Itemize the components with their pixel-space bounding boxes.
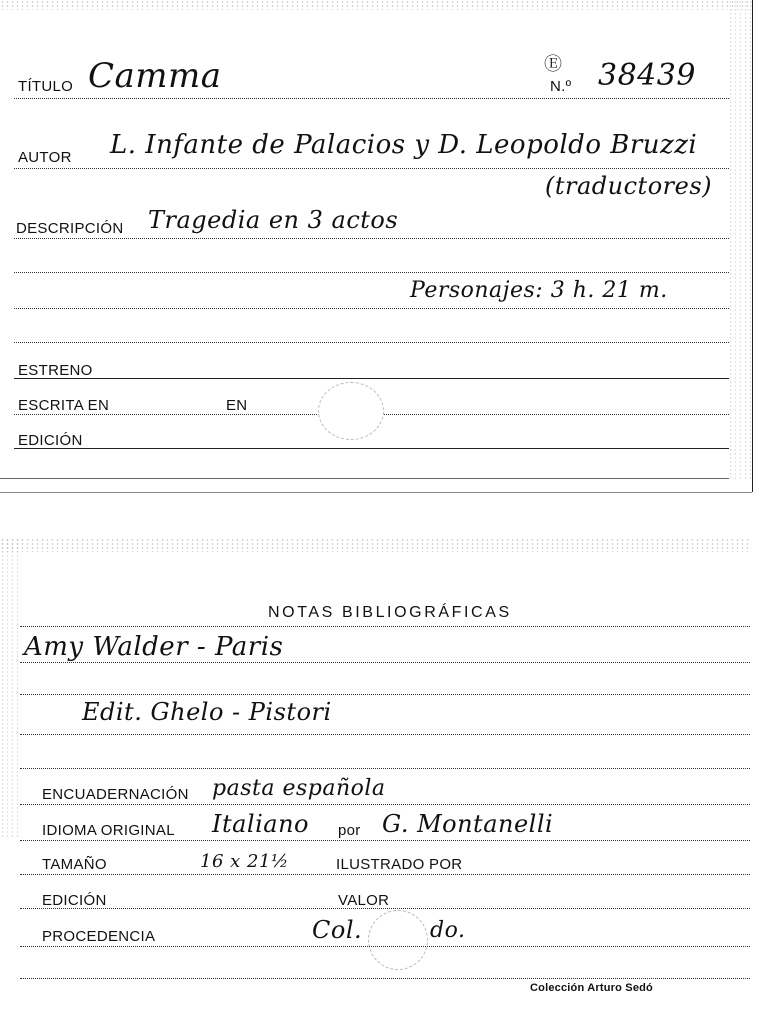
encuadernacion-label: ENCUADERNACIÓN [42, 786, 189, 803]
ilustrado-por-label: ILUSTRADO POR [336, 856, 463, 873]
card-line [14, 342, 729, 343]
card-line [14, 308, 729, 309]
collection-stamp: Colección Arturo Sedó [530, 982, 653, 994]
idioma-original-value: Italiano [212, 810, 309, 838]
card-line [20, 804, 750, 805]
autor-value: L. Infante de Palacios y D. Leopoldo Bruzzi [110, 130, 698, 160]
estreno-label: ESTRENO [18, 362, 93, 379]
card-separator [0, 492, 752, 493]
card-line [20, 734, 750, 735]
edicion-label: EDICIÓN [18, 432, 83, 449]
card-line [14, 448, 729, 449]
catalog-card-back [0, 538, 752, 1006]
valor-label: VALOR [338, 892, 390, 909]
procedencia-label: PROCEDENCIA [42, 928, 156, 945]
card-line [14, 378, 729, 379]
card-line [20, 626, 750, 627]
numero-marker: Ⓔ [544, 54, 563, 75]
autor-label: AUTOR [18, 149, 72, 166]
card-line [20, 840, 750, 841]
titulo-value: Camma [88, 56, 222, 96]
autor-note: (traductores) [545, 172, 712, 200]
paper-blot [368, 910, 428, 970]
note-line-1: Amy Walder - Paris [24, 632, 284, 662]
titulo-label: TÍTULO [18, 78, 74, 95]
paper-speckle [0, 538, 22, 838]
encuadernacion-value: pasta española [212, 776, 386, 801]
edicion-label-2: EDICIÓN [42, 892, 107, 909]
paper-speckle [0, 0, 752, 10]
tamano-value: 16 x 21½ [200, 851, 289, 872]
escrita-en-label: ESCRITA EN [18, 397, 110, 414]
card-line [20, 946, 750, 947]
card-line [20, 768, 750, 769]
card-line [20, 908, 750, 909]
en-label: EN [226, 397, 248, 414]
note-line-2: Edit. Ghelo - Pistori [82, 698, 332, 726]
procedencia-value-b: do. [430, 918, 466, 943]
descripcion-label: DESCRIPCIÓN [16, 220, 124, 237]
procedencia-value-a: Col. [312, 916, 363, 944]
card-line [20, 662, 750, 663]
card-bottom-edge [0, 478, 729, 479]
numero-label: N.º [550, 78, 572, 95]
card-line [20, 978, 750, 979]
descripcion-value: Tragedia en 3 actos [148, 206, 399, 234]
numero-value: 38439 [598, 58, 696, 93]
card-line [14, 238, 729, 239]
paper-speckle [728, 0, 752, 480]
card-line [20, 874, 750, 875]
card-line [20, 694, 750, 695]
paper-blot [318, 382, 384, 440]
paper-speckle [0, 538, 752, 552]
card-line [14, 98, 729, 99]
catalog-card-front [0, 0, 753, 492]
card-line [14, 168, 729, 169]
card-line [14, 272, 729, 273]
notas-heading: NOTAS BIBLIOGRÁFICAS [268, 604, 512, 621]
por-label: por [338, 822, 361, 839]
personajes-value: Personajes: 3 h. 21 m. [410, 278, 668, 303]
tamano-label: TAMAÑO [42, 856, 107, 873]
por-value: G. Montanelli [382, 810, 554, 838]
idioma-original-label: IDIOMA ORIGINAL [42, 822, 175, 839]
